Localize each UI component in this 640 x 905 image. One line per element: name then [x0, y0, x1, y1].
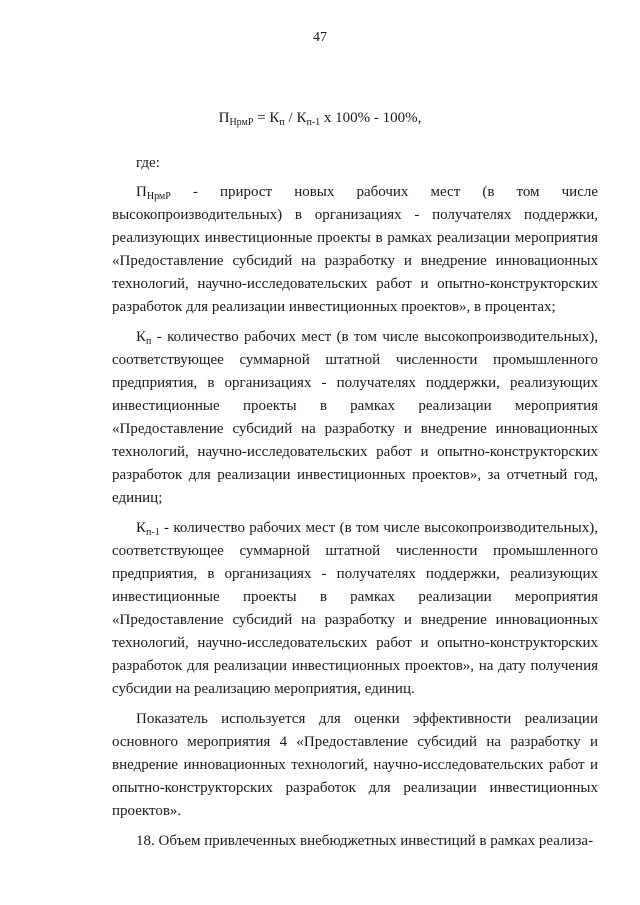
where-label: где:	[136, 155, 160, 171]
definition-symbol: П	[136, 184, 147, 200]
definition-text: - количество рабочих мест (в том числе высокопроизводительных), соответствующее суммарной штатной численности промышленного предприятия, в организациях - получателях поддержки, реализующих инвестиционные проекты в рамках реализации мероприятия «Предоставление субсидий на разработку и внедрение инновационных технологий, научно-исследовательских работ и опытно-конструкторских разработок для реализации инвестиционных проектов», за отчетный год, единиц;	[112, 329, 598, 506]
formula-k2-subscript: п-1	[306, 117, 321, 128]
definition-subscript: п	[146, 336, 152, 347]
definition-symbol: К	[136, 520, 147, 536]
page-number: 47	[313, 30, 327, 45]
definition-symbol: К	[136, 329, 147, 345]
formula-divide: /	[284, 110, 297, 126]
formula-lhs-subscript: НрмР	[229, 117, 254, 128]
definition-subscript: НрмР	[146, 191, 171, 202]
formula-equals: =	[253, 110, 270, 126]
formula-rest: х 100% - 100%,	[320, 110, 422, 126]
definition-subscript: п-1	[146, 527, 160, 538]
formula	[0, 110, 640, 127]
definition-paragraph	[112, 181, 598, 319]
definition-paragraph	[112, 517, 598, 701]
formula-k-symbol: К	[269, 110, 280, 126]
formula-k-subscript: п	[279, 117, 285, 128]
indicator-paragraph: Показатель используется для оценки эффективности реализации основного мероприятия 4 «Предоставление субсидий на разработку и внедрение инновационных технологий, научно-исследовательских работ и опытно-конструкторских разработок для реализации инвестиционных проектов».	[112, 711, 598, 819]
body-text	[112, 152, 598, 860]
formula-k2-symbol: К	[296, 110, 307, 126]
definition-paragraph	[112, 326, 598, 510]
definition-text: - прирост новых рабочих мест (в том числе высокопроизводительных) в организациях - получателях поддержки, реализующих инвестиционные проекты в рамках реализации мероприятия «Предоставление субсидий на разработку и внедрение инновационных технологий, научно-исследовательских работ и опытно-конструкторских разработок для реализации инвестиционных проектов», в процентах;	[112, 184, 598, 315]
definition-text: - количество рабочих мест (в том числе высокопроизводительных), соответствующее суммарной штатной численности промышленного предприятия, в организациях - получателях поддержки, реализующих инвестиционные проекты в рамках реализации мероприятия «Предоставление субсидий на разработку и внедрение инновационных технологий, научно-исследовательских работ и опытно-конструкторских разработок для реализации инвестиционных проектов», на дату получения субсидии на реализацию мероприятия, единиц.	[112, 520, 598, 697]
item-18-paragraph: 18. Объем привлеченных внебюджетных инвестиций в рамках реализа-	[136, 833, 594, 849]
formula-lhs-symbol: П	[218, 110, 230, 126]
